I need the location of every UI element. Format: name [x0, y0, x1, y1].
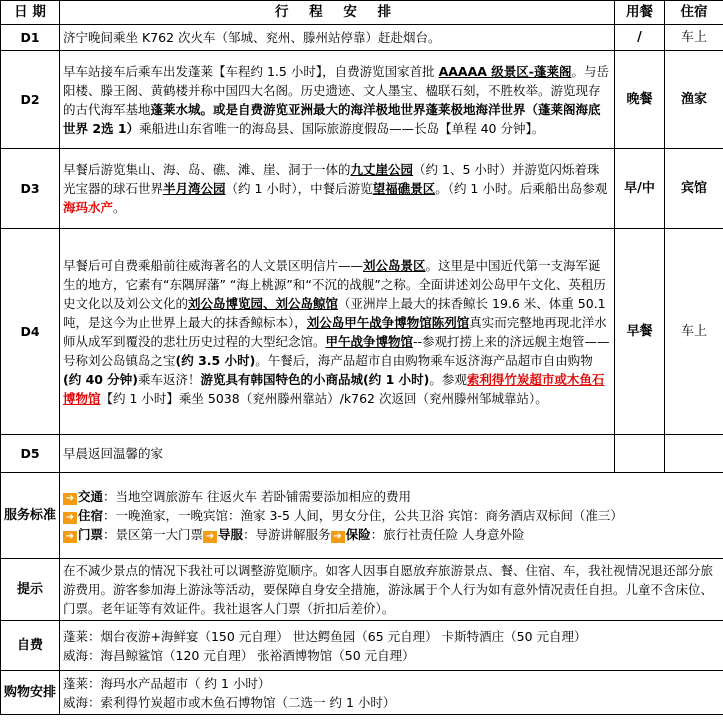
day-label: D2	[1, 51, 60, 149]
day-description: 早晨返回温馨的家	[60, 435, 615, 473]
lodging-label: 住宿	[78, 508, 104, 523]
day-label: D5	[1, 435, 60, 473]
day-row-2	[1, 51, 723, 149]
attraction-jiuzhangya: 九丈崖公园	[350, 162, 414, 177]
text-segment: 早车站接车后乘车出发蓬莱【车程约 1.5 小时】，自费游览国家首批	[63, 63, 439, 79]
day-lodging: 车上	[665, 25, 723, 51]
arrow-icon: ➔	[63, 493, 77, 505]
text-segment: 早餐后游览集山、海、岛、礁、滩、崖、洞于一体的	[63, 162, 351, 177]
arrow-icon: ➔	[63, 512, 77, 524]
attraction-liugong-island: 刘公岛景区	[363, 257, 426, 273]
text-segment-bold: 。或是自费游览亚洲最大的海洋极地世界蓬莱极地海洋世界（蓬莱阁海底世界 2选 1）	[63, 101, 601, 136]
text-segment: 。午餐后，海产品超市自由购物乘车返济海产品超市自由购物	[255, 352, 593, 368]
day-meals: 早餐	[615, 229, 665, 435]
day-lodging: 车上	[665, 229, 723, 435]
duration-note: (约 40 分钟)	[63, 371, 139, 387]
self-pay-content	[60, 621, 723, 671]
tips-content: 在不减少景点的情况下我社可以调整游览顺序。如客人因事自愿放弃旅游景点、餐、住宿、车，我社视情况退还部分旅游费用。游客参加海上游泳等活动，要保障自身安全措施，游泳属于个人行为如有意外情况责任自担。儿童不含床位、门票。老年证等有效证件。我社退客人门票（折扣后差价）。	[60, 559, 723, 621]
day-row-1	[1, 25, 723, 51]
day-description	[60, 149, 615, 229]
text-segment: （约 1 小时），中餐后游览	[225, 181, 373, 196]
attraction-war-museum: 甲午战争博物馆	[325, 333, 414, 349]
arrow-icon: ➔	[203, 531, 217, 543]
tips-label: 提示	[1, 559, 60, 621]
service-transport	[63, 487, 720, 506]
day-meals: /	[615, 25, 665, 51]
shopping-line: 威海：索利得竹炭超市或木鱼石博物馆（二选一 约 1 小时）	[63, 694, 396, 710]
text-segment: --参观打捞上来的济远舰主炮管——号称刘公岛镇岛之宝	[63, 333, 610, 368]
text-segment: 早餐后可自费乘船前往威海著名的人文景区明信片——	[63, 257, 364, 273]
services-content	[60, 473, 723, 559]
self-pay-label: 自费	[1, 621, 60, 671]
text-segment: （约 1、5 小时）并游览闪烁着珠光宝器的球石世界	[63, 162, 600, 196]
arrow-icon: ➔	[63, 531, 77, 543]
attraction-water-city: 蓬莱水城	[150, 101, 201, 117]
service-lodging	[63, 506, 720, 525]
text-segment: 。与岳阳楼、滕王阁、黄鹤楼并称中国四大名阁。历史遗迹、文人墨宝、楹联石刻，不胜枚举。游览现存的古代海军基地	[63, 63, 609, 117]
header-lodging: 住宿	[665, 1, 723, 25]
day-description: 济宁晚间乘坐 K762 次火车（邹城、兖州、滕州站停靠）赶赴烟台。	[60, 25, 615, 51]
services-row	[1, 473, 723, 559]
attraction-liugong-expo: 刘公岛博览园、刘公岛鲸馆	[188, 295, 339, 311]
text-segment-bold: 游览具有韩国特色的小商品城(约 1 小时)	[200, 371, 430, 387]
day-lodging	[665, 435, 723, 473]
day-label: D4	[1, 229, 60, 435]
self-pay-line: 蓬莱：烟台夜游+海鲜宴（150 元自理） 世达鳄鱼园（65 元自理） 卡斯特酒庄（50 元自理）	[63, 628, 587, 644]
day-lodging: 渔家	[665, 51, 723, 149]
attraction-banyuewan: 半月湾公园	[163, 181, 226, 196]
shopping-line: 蓬莱：海玛水产品超市（ 约 1 小时）	[63, 675, 271, 691]
text-segment: 。	[113, 200, 126, 215]
header-meals: 用餐	[615, 1, 665, 25]
day-row-4	[1, 229, 723, 435]
shopping-label: 购物安排	[1, 671, 60, 715]
day-label: D1	[1, 25, 60, 51]
text-segment: 。参观	[429, 371, 467, 387]
text-segment: 。（约 1 小时。后乘船出岛参观	[435, 181, 608, 196]
arrow-icon: ➔	[331, 531, 345, 543]
day-row-5	[1, 435, 723, 473]
text-segment: 乘车返济！	[138, 371, 201, 387]
text-segment: 真实而完整地再现北洋水师从成军到覆没的悲壮历史过程的大型纪念馆。	[63, 314, 607, 349]
shopping-content	[60, 671, 723, 715]
insurance-text: ：旅行社责任险 人身意外险	[370, 527, 525, 542]
attraction-wangfujiao: 望福礁景区	[372, 181, 436, 196]
services-label: 服务标准	[1, 473, 60, 559]
text-segment: 【约 1 小时】乘坐 5038（兖州滕州靠站）/k762 次返回（兖州滕州邹城靠站）。	[100, 390, 548, 406]
tips-row	[1, 559, 723, 621]
day-lodging: 宾馆	[665, 149, 723, 229]
self-pay-line: 威海：海昌鲸鲨馆（120 元自理） 张裕酒博物馆（50 元自理）	[63, 647, 415, 663]
day-row-3	[1, 149, 723, 229]
attraction-haima-seafood: 海玛水产	[63, 200, 114, 215]
ticket-text: ：景区第一大门票	[103, 527, 204, 542]
day-description	[60, 51, 615, 149]
lodging-text: ：一晚渔家，一晚宾馆：渔家 3-5 人间，男女分住，公共卫浴 宾馆：商务酒店双标间（准三）	[103, 508, 623, 523]
transport-text: ：当地空调旅游车 往返火车 若卧铺需要添加相应的费用	[103, 489, 411, 504]
day-meals: 早/中	[615, 149, 665, 229]
duration-note: (约 3.5 小时)	[175, 352, 256, 368]
ticket-label: 门票	[78, 527, 104, 542]
self-pay-row	[1, 621, 723, 671]
text-segment: 乘船进山东省唯一的海岛县、国际旅游度假岛——长岛【单程 40 分钟】。	[139, 120, 545, 136]
attraction-penglai-pavilion: AAAAA 级景区-蓬莱阁	[438, 63, 572, 79]
header-itinerary: 行 程 安 排	[60, 1, 615, 25]
day-label: D3	[1, 149, 60, 229]
transport-label: 交通	[78, 489, 104, 504]
text-segment: （亚洲岸上最大的抹香鲸长 19.6 米、体重 50.1 吨，是这今为止世界上最大的抹香鲸标本），	[63, 295, 606, 330]
insurance-label: 保险	[345, 527, 371, 542]
header-day: 日 期	[1, 1, 60, 25]
service-tickets	[63, 525, 720, 544]
attraction-bamboo-supermarket: 索利得竹炭超市或木鱼石博物馆	[63, 371, 605, 406]
guide-label: 导服	[218, 527, 244, 542]
text-segment: 。这里是中国近代第一支海军诞生的地方，它素有“东隅屏藩” “海上桃源”和“不沉的战舰”之称。全面讲述刘公岛甲午文化、英租历史文化以及刘公文化的	[63, 257, 606, 311]
day-meals: 晚餐	[615, 51, 665, 149]
header-row	[1, 1, 723, 25]
attraction-war-museum-hall: 刘公岛甲午战争博物馆陈列馆	[306, 314, 470, 330]
day-meals	[615, 435, 665, 473]
day-description	[60, 229, 615, 435]
guide-text: ：导游讲解服务	[243, 527, 331, 542]
shopping-row	[1, 671, 723, 715]
